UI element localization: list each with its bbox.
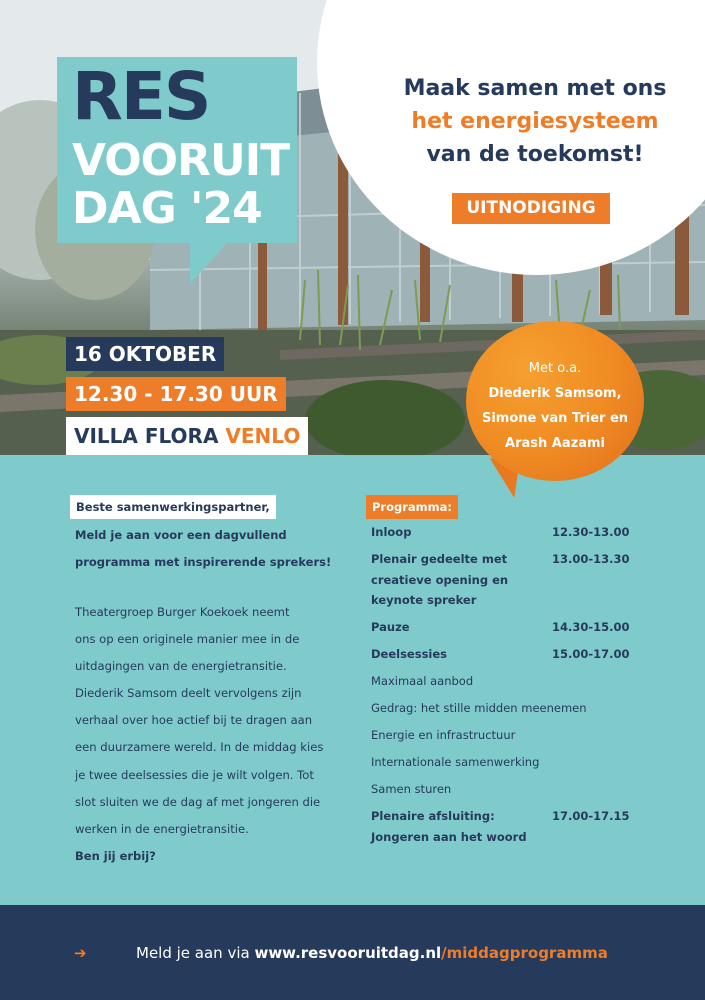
invitation-badge: UITNODIGING: [452, 193, 610, 224]
body-line: werken in de energietransitie.: [75, 821, 249, 836]
program-item-time: 13.00-13.30: [552, 552, 630, 566]
tagline-line3: van de toekomst!: [426, 142, 644, 167]
intro-line: Meld je aan voor een dagvullend: [75, 528, 287, 542]
event-venue: [66, 417, 308, 455]
logo-dag: DAG '24: [72, 183, 262, 234]
body-line: een duurzamere wereld. In de middag kies: [75, 740, 324, 755]
body-line: Diederik Samsom deelt vervolgens zijn: [75, 686, 302, 701]
logo-bubble-tail: [190, 242, 228, 284]
arrow-right-icon: ➔: [74, 944, 87, 962]
program-item-label: Inloop: [371, 525, 412, 539]
body-line: ons op een originele manier mee in de: [75, 632, 300, 647]
greeting: Beste samenwerkingspartner,: [70, 495, 276, 519]
registration-link[interactable]: [136, 941, 608, 965]
speaker-intro: Met o.a.: [528, 361, 582, 376]
program-item-time: 15.00-17.00: [552, 647, 630, 661]
event-date: 16 OKTOBER: [66, 337, 224, 371]
program-item-time: 17.00-17.15: [552, 809, 630, 823]
session-item: Maximaal aanbod: [371, 674, 474, 688]
registration-prefix: Meld je aan via: [136, 944, 255, 962]
session-item: Gedrag: het stille midden meenemen: [371, 701, 587, 715]
event-time: 12.30 - 17.30 UUR: [66, 377, 286, 411]
program-item-time: 12.30-13.00: [552, 525, 630, 539]
body-line: Theatergroep Burger Koekoek neemt: [75, 605, 290, 619]
logo-vooruit: VOORUIT: [72, 135, 290, 186]
intro-text: [75, 522, 365, 576]
tagline-line1: Maak samen met ons: [403, 76, 667, 101]
body-text: [75, 599, 365, 843]
closing-question: Ben jij erbij?: [75, 849, 156, 863]
venue-city: VENLO: [225, 424, 301, 448]
tagline: [355, 72, 705, 171]
program-item-label: Plenaire afsluiting: Jongeren aan het woord: [371, 809, 527, 844]
logo-res: RES: [72, 58, 210, 135]
program-item-label: Pauze: [371, 620, 410, 634]
venue-name: VILLA FLORA: [74, 424, 219, 448]
speaker-1: Diederik Samsom,: [488, 386, 622, 401]
program-heading: Programma:: [366, 495, 458, 519]
program-item-label: Plenair gedeelte met creatieve opening en keynote spreker: [371, 552, 509, 607]
speaker-list: [466, 356, 644, 456]
program-item-label: Deelsessies: [371, 647, 448, 661]
session-item: Samen sturen: [371, 782, 452, 796]
body-line: verhaal over hoe actief bij te dragen aan: [75, 713, 313, 728]
speaker-2: Simone van Trier en: [481, 411, 629, 426]
tagline-line2: het energiesysteem: [411, 109, 659, 134]
body-line: je twee deelsessies die je wilt volgen. Tot: [75, 767, 314, 782]
session-item: Energie en infrastructuur: [371, 728, 516, 742]
registration-domain: www.resvooruitdag.nl: [254, 944, 442, 962]
program-item-time: 14.30-15.00: [552, 620, 630, 634]
session-item: Internationale samenwerking: [371, 755, 540, 769]
speaker-3: Arash Aazami: [505, 436, 605, 451]
body-line: uitdagingen van de energietransitie.: [75, 659, 287, 674]
body-line: slot sluiten we de dag af met jongeren die: [75, 794, 321, 809]
intro-line: programma met inspirerende sprekers!: [75, 555, 332, 569]
registration-path: /middagprogramma: [441, 944, 608, 962]
